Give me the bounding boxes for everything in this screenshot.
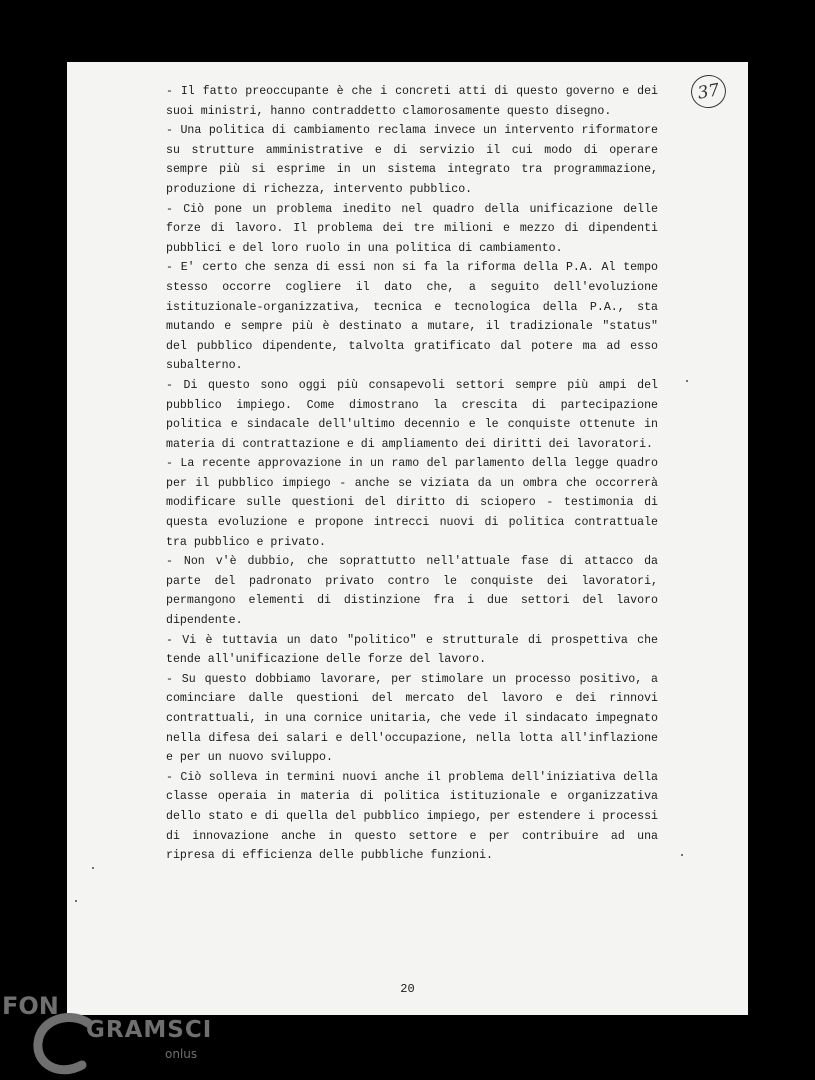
paragraph: - La recente approvazione in un ramo del parlamento della legge quadro per il pubblico impiego - anche se viziata da un ombra che occorrerà modificare sulle questioni del diritto di sciopero - testimonia di questa evoluzione e propone intrecci nuovi di politica contrattuale tra pubblico e privato. [166,457,658,549]
document-page [67,62,748,1015]
scan-speck [681,854,683,856]
paragraph: - Ciò solleva in termini nuovi anche il problema dell'iniziativa della classe operaia in materia di politica istituzionale e organizzativa dello stato e di quella del pubblico impiego, per estendere i processi di innovazione anche in questo settore e per contribuire ad una ripresa di efficienza delle pubbliche funzioni. [166,770,658,863]
paragraph: - E' certo che senza di essi non si fa la riforma della P.A. Al tempo stesso occorre cogliere il dato che, a seguito dell'evoluzione istituzionale-organizzativa, tecnica e tecnologica della P.A., sta mutando e sempre più è destinato a mutare, il tradizionale "status" del pubblico dipendente, talvolta gratificato dal potere ma ad esso subalterno. [166,261,658,373]
watermark-logo [0,985,215,1080]
page-body [166,82,658,866]
paragraph: - Su questo dobbiamo lavorare, per stimolare un processo positivo, a cominciare dalle questioni del mercato del lavoro e dei rinnovi contrattuali, in una cornice unitaria, che vede il sindacato impegnato nella difesa dei salari e dell'occupazione, nella lotta all'inflazione e per un nuovo sviluppo. [166,672,658,765]
watermark-text-fon: FON [2,992,59,1020]
paragraph: - Non v'è dubbio, che soprattutto nell'attuale fase di attacco da parte del padronato privato contro le conquiste dei lavoratori, permangono elementi di distinzione fra i due settori del lavoro dipendente. [166,555,658,628]
folio-number: 37 [688,72,728,111]
paragraph: - Ciò pone un problema inedito nel quadro della unificazione delle forze di lavoro. Il problema dei tre milioni e mezzo di dipendenti pubblici e del loro ruolo in una politica di cambiamento. [166,202,658,255]
page-number: 20 [400,982,415,996]
paragraph: - Di questo sono oggi più consapevoli settori sempre più ampi del pubblico impiego. Come dimostrano la crescita di partecipazione politica e sindacale dell'ultimo decennio e le conquiste ottenute in materia di contrattazione e di ampliamento dei diritti dei lavoratori. [166,378,658,451]
paragraph: - Vi è tuttavia un dato "politico" e strutturale di prospettiva che tende all'unificazione delle forze del lavoro. [166,633,658,667]
paragraph: - Il fatto preoccupante è che i concreti atti di questo governo e dei suoi ministri, hanno contraddetto clamorosamente questo disegno. [166,85,658,118]
scan-speck [92,867,94,869]
scan-speck [75,900,77,902]
scan-speck [686,380,688,382]
watermark-text-onlus: onlus [165,1047,198,1061]
watermark-text-gramsci: GRAMSCI [86,1017,213,1043]
paragraph: - Una politica di cambiamento reclama invece un intervento riformatore su strutture amministrative e di servizio il cui modo di operare sempre più si esprime in un sistema integrato tra programmazione, produzione di richezza, intervento pubblico. [166,124,658,196]
